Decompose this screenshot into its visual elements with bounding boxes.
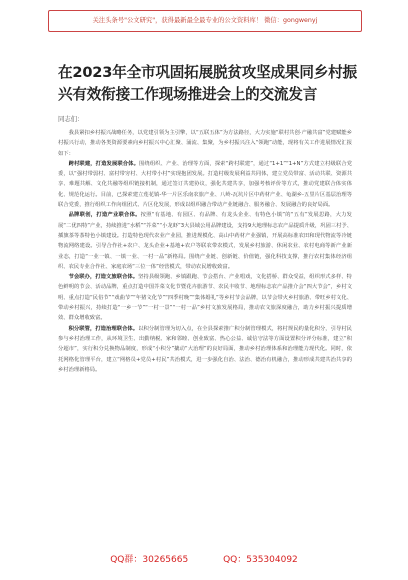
promo-banner[interactable]: 关注头条号"公文研究"，获得最新最全最专业的公文资料库！ 微信：gongwenyj (48, 10, 362, 32)
paragraph (58, 159, 352, 210)
paragraph-text: 坚持县级领跑、乡镇跟跑、节会搭台、产业唱戏，文化搭桥、群众受益，组织形式多样、特色鲜明的节会、活动品牌，重点打造中国芥菜文化节暨花卉旅游节、农民丰收节、地理标志农产品推介会“四大节会”，乡村文明、重点打造“民俗节”“戏曲节”“年猪文化节”“四季村晚”“集体婚礼”等乡村节会品牌，以节会带火乡村旅游、带旺乡村文化、带动乡村振兴，持续打造“一乡一节”“一村一景”“一村一品”乡村文旅发展格局，推动农文旅深度融合，助力乡村振兴提质增效、群众增收致富。 (58, 274, 352, 322)
paragraph-lead: 品牌联创，打造产业联合体。 (68, 212, 141, 219)
paragraph-lead: 积分联管，打造治理联合体。 (68, 325, 139, 332)
paragraph-text: 以积分制管理为切入点，在全县探索推广积分制管理模式，将村规民约量化积分，引导村民参与乡村治理工作，从环境卫生、出勤纳税、家和邻睦、创业致富、热心公益、诚信守法等方面设置积分评分标准，建立“积分超市”，实行积分兑换物品制度，形成“小积分”撬动“大治理”的良好局面，推动乡村治理体系和治理能力现代化。同时，依托网格化管理平台，建立“网格员+党员+村民”共治模式，进一步强化自治、法治、德治有机融合，推动形成共建共治共享的乡村治理新格局。 (58, 325, 352, 373)
paragraph (58, 324, 352, 375)
paragraph-text: 按照“有基地、有园区、有品牌、有龙头企业、有特色小镇”的“五有”发展思路，大力发展“二优四特”产业，持续推进“水稻”“芥菜”“小龙虾”3大县域公用品牌建设，支持9大地理标志农产品提质升级，巩固三村予、插旗茶等茶特色小镇建设。打造特色现代农业产业园，推进规模化、高山中药材产业强镇，开展高标准农田和现代物流等冷链物流网络建设。引导合作社+农户、龙头企业+基地+农户等联农带农模式，发展乡村旅游、休闲农业、农村电商等新产业新业态，打造“一业一镇、一镇一业、一村一品”新格局。围绕产业链、创新链、价值链，强化科技支撑，推行农村集体经济组织、农民专业合作社、家庭农场“三位一体”经营模式，带动农民增收致富。 (58, 212, 352, 270)
paragraph-lead: 节会联办，打造文旅联合体。 (68, 274, 139, 281)
paragraph (58, 210, 352, 272)
paragraph-text: 围绕组织、产业、治理等方面，探索“跨村联建”，通过“1+1”“1+N”方式建立村级联合党委，以“强村带弱村、富村带穷村、大村带小村”实现抱团发展。打造村级发展利益共同体，建立党员带富、活动共联、资源共享、难题共解、文化共融等组织链接机制，通过签订共建协议，强化共建共享，加强考核评价等方式，推动党建联合体实体化、规范化运行。目前，已探索建立莲花镇-华一片区乐南农旅产业、八岭-瓦坑片区中药材产业、龟湖乡-五里片区基层治理等联合党委，推行组织工作向组团式、片区化发展，形成以组织融合带动产业链融合、服务融合、发展融合的良好局面。 (58, 160, 352, 209)
qq-label: QQ：535304092 (223, 555, 298, 565)
paragraph-text: 我县紧扣乡村振兴战略任务，以党建引领为主引擎，以“五联五体”为方法路径，大力实施“联村共创·产融共富”党建赋能乡村振兴行动，推动各类资源要素向乡村振兴中心汇聚、涌流、集聚，为乡村振兴注入“领跑”动能，现将有关工作进展情况汇报如下： (58, 130, 352, 157)
paragraph-lead: 跨村联建，打造发展联合体。 (68, 160, 140, 167)
paragraph (58, 272, 352, 323)
paragraph (58, 128, 352, 159)
qq-group-label: QQ群：30265665 (110, 555, 189, 565)
contact-footer (0, 552, 408, 565)
salutation: 同志们： (58, 115, 84, 123)
document-title: 在2023年全市巩固拓展脱贫攻坚成果同乡村振兴有效衔接工作现场推进会上的交流发言 (58, 64, 357, 103)
document-body (58, 128, 352, 375)
